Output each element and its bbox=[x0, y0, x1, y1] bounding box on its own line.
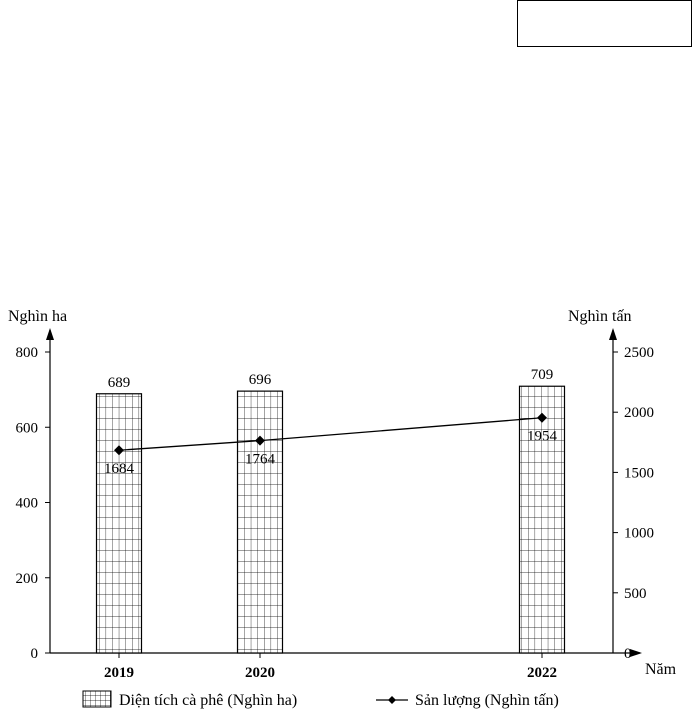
left-tick-label: 200 bbox=[15, 570, 38, 587]
bar-value-label: 709 bbox=[530, 367, 554, 384]
right-axis-title: Nghìn tấn bbox=[568, 308, 632, 325]
right-axis-ticks bbox=[613, 345, 654, 662]
bar-value-label: 696 bbox=[248, 372, 272, 389]
right-tick-label: 1500 bbox=[624, 465, 654, 482]
bar-2022 bbox=[520, 386, 565, 653]
bar-series bbox=[97, 367, 565, 653]
right-tick-label: 500 bbox=[624, 585, 647, 602]
bar-2019 bbox=[97, 394, 142, 653]
left-tick-label: 600 bbox=[15, 420, 38, 437]
legend-line-label: Sản lượng (Nghìn tấn) bbox=[415, 692, 559, 709]
bar-value-label: 689 bbox=[107, 374, 131, 391]
line-value-label: 1954 bbox=[527, 428, 557, 445]
x-axis-ticks bbox=[104, 653, 557, 681]
legend-bar-label: Diện tích cà phê (Nghìn ha) bbox=[119, 692, 298, 709]
line-value-label: 1764 bbox=[245, 451, 275, 468]
right-tick-label: 0 bbox=[624, 646, 632, 662]
line-series bbox=[104, 413, 558, 478]
left-tick-label: 400 bbox=[15, 495, 38, 512]
x-axis-title: Năm bbox=[645, 661, 677, 678]
bar-2020 bbox=[238, 391, 283, 653]
legend bbox=[83, 691, 559, 709]
right-tick-label: 2000 bbox=[624, 405, 654, 422]
x-tick-label: 2020 bbox=[245, 665, 275, 681]
right-axis bbox=[609, 328, 617, 653]
left-axis-title: Nghìn ha bbox=[8, 308, 68, 325]
line-value-label: 1684 bbox=[104, 461, 134, 478]
left-tick-label: 0 bbox=[30, 646, 38, 662]
legend-line-swatch bbox=[376, 696, 408, 704]
legend-bar-swatch bbox=[83, 691, 111, 707]
x-tick-label: 2022 bbox=[527, 665, 557, 681]
left-axis-ticks bbox=[16, 345, 51, 662]
right-tick-label: 2500 bbox=[624, 345, 654, 361]
left-tick-label: 800 bbox=[15, 345, 38, 361]
x-tick-label: 2019 bbox=[104, 665, 134, 681]
line-path bbox=[119, 418, 542, 451]
left-axis bbox=[46, 328, 54, 653]
right-tick-label: 1000 bbox=[624, 525, 654, 542]
